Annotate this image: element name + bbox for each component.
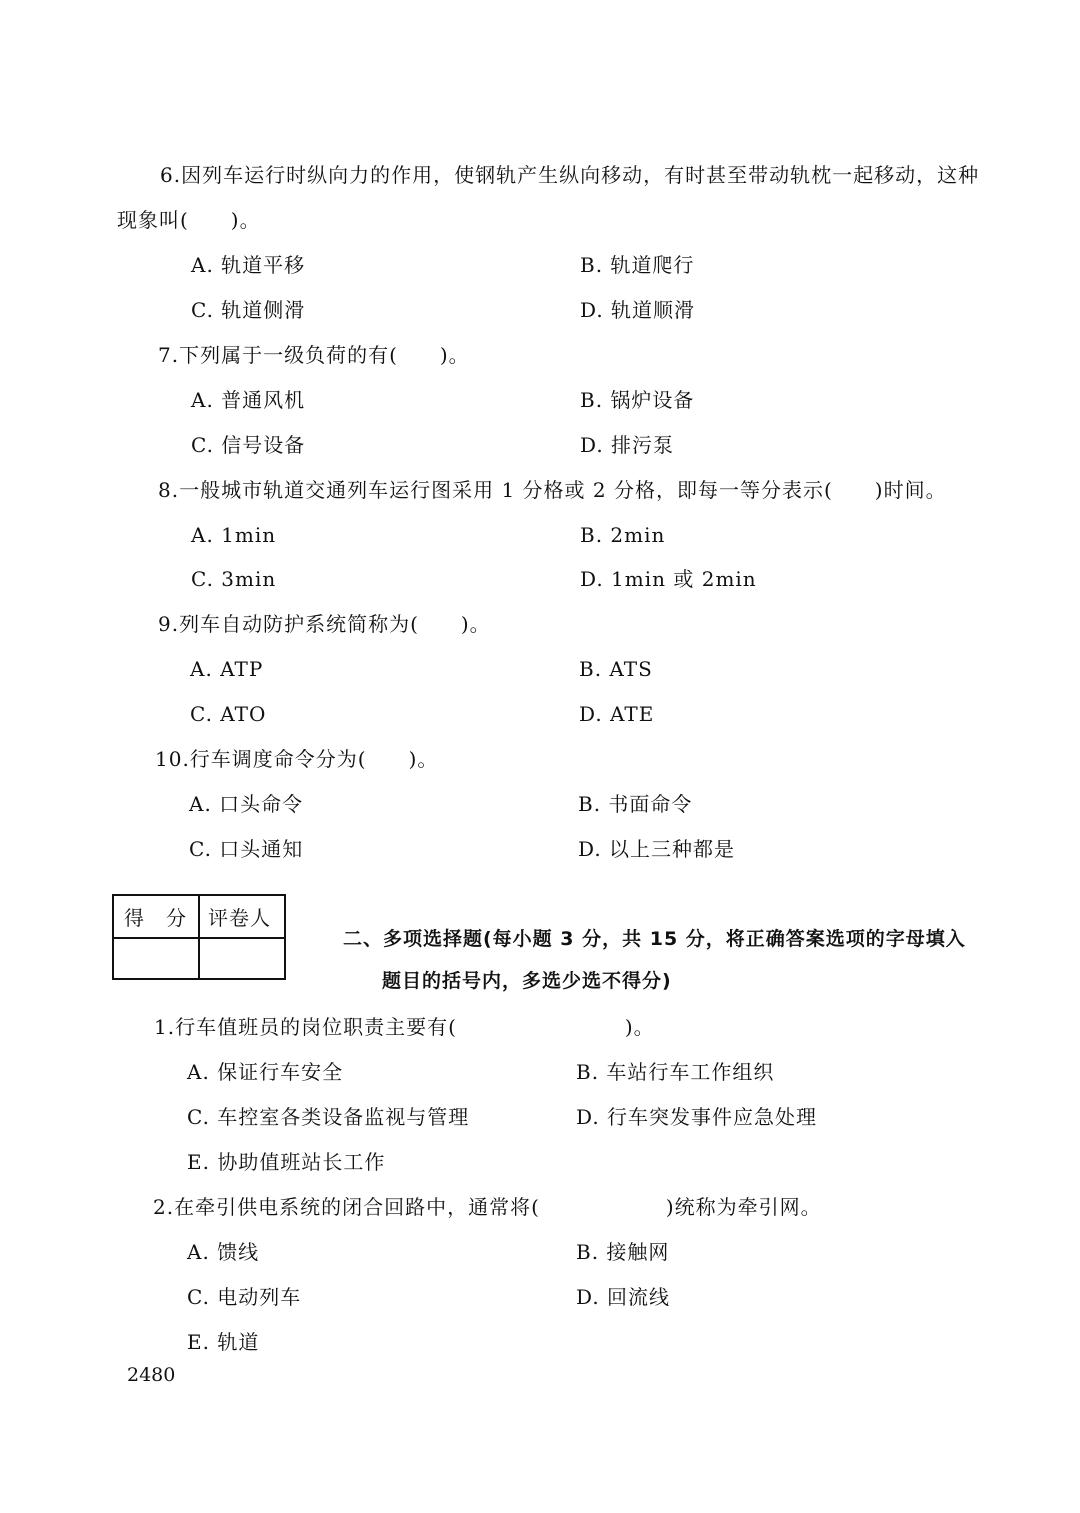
q8-option-d: D. 1min 或 2min (580, 567, 757, 591)
q6-stem-line2: 现象叫( )。 (117, 208, 261, 232)
q10-stem: 10.行车调度命令分为( )。 (155, 747, 439, 771)
q9-option-b: B. ATS (579, 657, 653, 681)
q9-option-a: A. ATP (190, 657, 264, 681)
q8-stem: 8.一般城市轨道交通列车运行图采用 1 分格或 2 分格，即每一等分表示( )时间。 (158, 478, 947, 502)
s2-q1-option-e: E. 协助值班站长工作 (187, 1150, 386, 1174)
s2-q2-option-c: C. 电动列车 (187, 1285, 302, 1309)
s2-q2-stem: 2.在牵引供电系统的闭合回路中，通常将( )统称为牵引网。 (153, 1195, 822, 1219)
s2-q1-option-b: B. 车站行车工作组织 (576, 1060, 775, 1084)
s2-q2-option-b: B. 接触网 (576, 1240, 670, 1264)
q7-option-b: B. 锅炉设备 (580, 388, 695, 412)
q6-option-c: C. 轨道侧滑 (191, 298, 306, 322)
q6-option-b: B. 轨道爬行 (580, 253, 695, 277)
q10-option-b: B. 书面命令 (578, 792, 693, 816)
s2-q2-option-a: A. 馈线 (187, 1240, 260, 1264)
section2-heading-line2: 题目的括号内，多选少选不得分) (382, 970, 672, 992)
s2-q1-stem: 1.行车值班员的岗位职责主要有( )。 (154, 1015, 655, 1039)
s2-q2-option-d: D. 回流线 (576, 1285, 671, 1309)
q7-option-d: D. 排污泵 (580, 433, 675, 457)
q7-stem: 7.下列属于一级负荷的有( )。 (158, 343, 470, 367)
q10-option-c: C. 口头通知 (189, 837, 304, 861)
q8-option-a: A. 1min (191, 523, 277, 547)
score-table (112, 894, 286, 980)
grader-label: 评卷人 (208, 906, 271, 930)
q8-option-b: B. 2min (580, 523, 666, 547)
q6-stem-line1: 6.因列车运行时纵向力的作用，使钢轨产生纵向移动，有时甚至带动轨枕一起移动，这种 (160, 163, 980, 187)
q8-option-c: C. 3min (191, 567, 277, 591)
s2-q1-option-d: D. 行车突发事件应急处理 (576, 1105, 818, 1129)
q6-option-d: D. 轨道顺滑 (580, 298, 696, 322)
q6-option-a: A. 轨道平移 (191, 253, 306, 277)
q10-option-a: A. 口头命令 (189, 792, 304, 816)
s2-q1-option-c: C. 车控室各类设备监视与管理 (187, 1105, 470, 1129)
section2-heading-line1: 二、多项选择题(每小题 3 分，共 15 分，将正确答案选项的字母填入 (343, 928, 966, 950)
s2-q1-option-a: A. 保证行车安全 (187, 1060, 344, 1084)
q9-stem: 9.列车自动防护系统简称为( )。 (158, 612, 491, 636)
q7-option-c: C. 信号设备 (191, 433, 306, 457)
score-label: 得 分 (124, 906, 187, 930)
page-code: 2480 (127, 1364, 176, 1386)
q9-option-d: D. ATE (579, 702, 655, 726)
q7-option-a: A. 普通风机 (191, 388, 306, 412)
s2-q2-option-e: E. 轨道 (187, 1330, 260, 1354)
score-table-col-divider (198, 896, 200, 978)
q10-option-d: D. 以上三种都是 (578, 837, 736, 861)
q9-option-c: C. ATO (190, 702, 267, 726)
